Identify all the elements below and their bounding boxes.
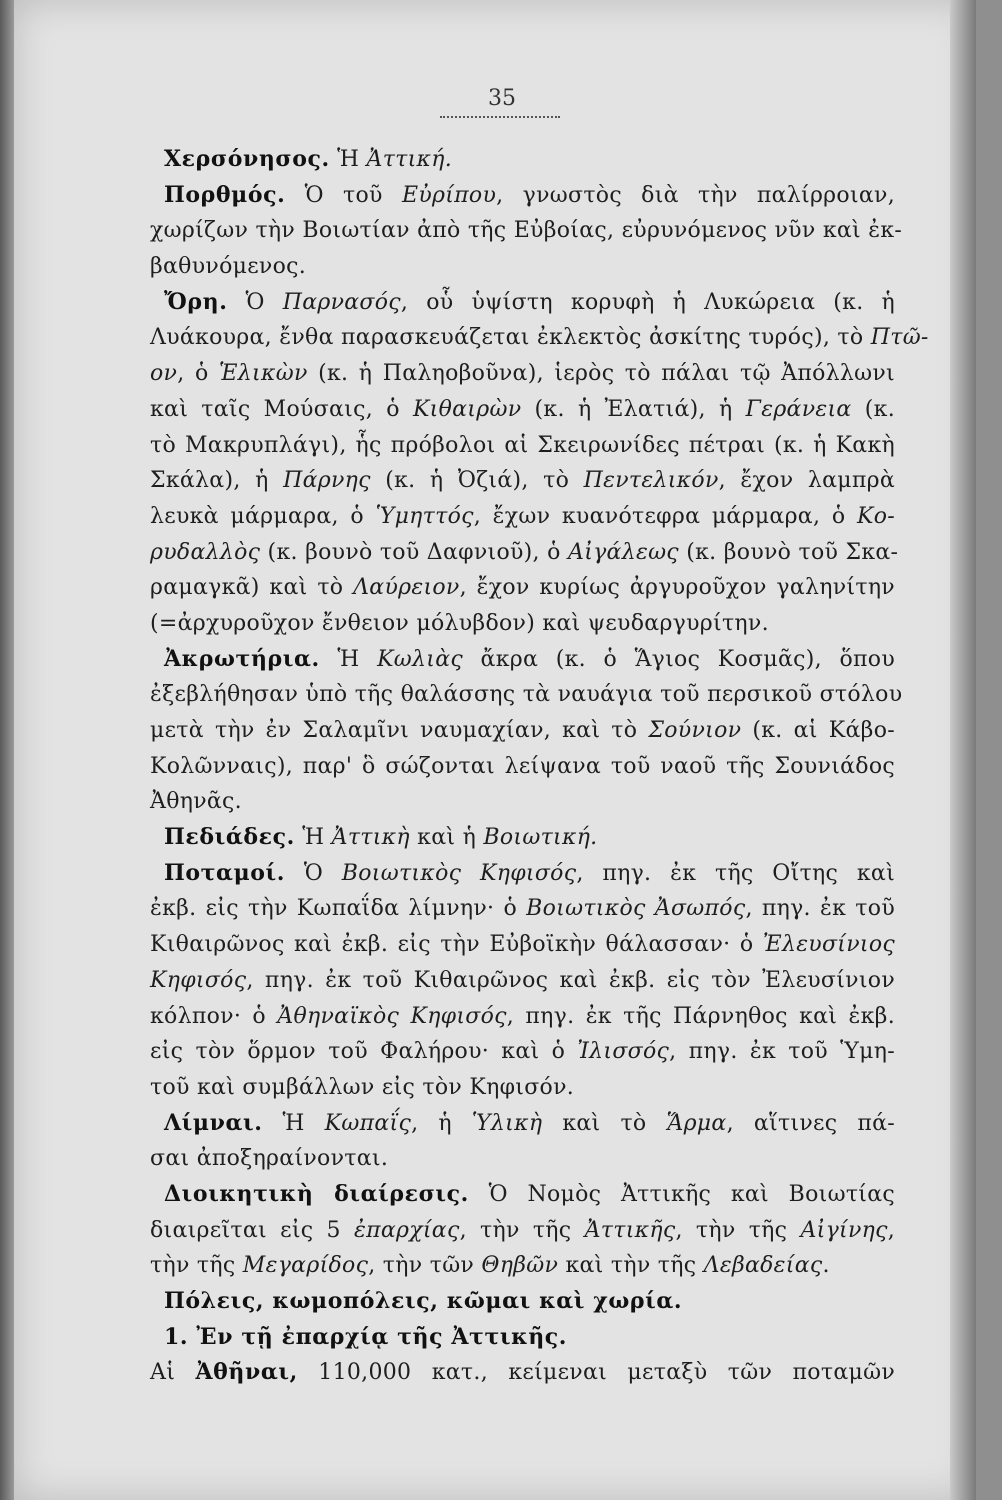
text-line: [150, 1284, 895, 1320]
text-segment: Κιθαιρῶνος καὶ ἐκβ. εἰς τὴν Εὐβοϊκὴν θάλασσαν· ὁ: [150, 932, 763, 958]
text-segment: , ὁ: [177, 361, 219, 387]
text-segment: Ὁ τοῦ: [285, 182, 402, 208]
text-segment: ἐκβ. εἰς τὴν Κωπαΐδα λίμνην· ὁ: [150, 896, 527, 922]
text-segment: , πηγ. ἐκ τῆς Πάρνηθος καὶ ἐκβ.: [506, 1003, 895, 1029]
text-segment: βαθυνόμενος.: [150, 254, 307, 280]
text-segment: , αἵτινες πά-: [726, 1110, 895, 1136]
text-segment: , πηγ. ἐκ τῆς Οἴτης καὶ: [576, 860, 896, 886]
section-heading: Ἀκρωτήρια.: [164, 645, 320, 672]
section-heading: Ποταμοί.: [164, 859, 286, 886]
text-line: [150, 1355, 895, 1391]
text-line: [150, 463, 895, 499]
text-segment: ,: [887, 1217, 896, 1243]
text-segment: Ἑλικὼν: [219, 361, 308, 387]
text-segment: χωρίζων τὴν Βοιωτίαν ἀπὸ τῆς Εὐβοίας, εὐρυνόμενος νῦν καὶ ἐκ-: [150, 218, 903, 244]
section-heading: Πορθμός.: [164, 181, 286, 208]
text-segment: ραμαγκᾶ) καὶ τὸ: [150, 575, 354, 601]
text-line: [150, 642, 895, 678]
text-segment: Πάρνης: [283, 468, 371, 494]
section-heading: 1. Ἐν τῇ ἐπαρχίᾳ τῆς Ἀττικῆς.: [164, 1323, 568, 1350]
text-segment: (κ. ἡ Ἐλατιά), ἡ: [521, 396, 746, 422]
section-heading: Πεδιάδες.: [164, 824, 295, 851]
text-segment: (κ. ἡ Ὀζιά), τὸ: [370, 468, 584, 494]
text-segment: Κο-: [856, 503, 895, 529]
text-line: [150, 320, 929, 356]
section-heading: Ὄρη.: [164, 288, 228, 315]
text-segment: Βοιωτική.: [483, 825, 598, 851]
text-segment: Πτῶ-: [870, 325, 929, 351]
page-number-ornament: [440, 116, 560, 118]
text-segment: , πηγ. ἐκ τοῦ Κιθαιρῶνος καὶ ἐκβ. εἰς τὸν Ἐλευσίνιον: [246, 967, 895, 993]
text-segment: Παρνασός: [282, 289, 401, 315]
text-segment: καὶ τὸ: [542, 1110, 667, 1136]
page-edge-shadow: [950, 0, 976, 1500]
text-segment: (=ἀρχυροῦχον ἔνθειον μόλυβδον) καὶ ψευδαργυρίτην.: [150, 610, 769, 636]
section-heading: Διοικητικὴ διαίρεσις.: [164, 1180, 469, 1207]
text-line: [150, 891, 895, 927]
text-line: [150, 1034, 895, 1070]
text-segment: Ἀττική.: [366, 147, 453, 172]
text-line: [150, 428, 895, 464]
text-segment: Ὁ Νομὸς Ἀττικῆς καὶ Βοιωτίας: [468, 1181, 895, 1207]
text-line: [150, 963, 895, 999]
text-segment: Κωλιὰς: [377, 646, 463, 672]
text-line: [150, 249, 895, 285]
text-segment: , πηγ. ἐκ τοῦ: [745, 896, 895, 922]
text-segment: Ἀττικὴ: [331, 825, 410, 851]
text-segment: , ἔχον κυρίως ἀργυροῦχον γαληνίτην: [459, 575, 895, 601]
text-line: [150, 142, 895, 178]
text-line: [150, 1106, 895, 1142]
text-segment: , οὗ ὑψίστη κορυφὴ ἡ Λυκώρεια (κ. ἡ: [400, 289, 895, 315]
text-segment: Σκάλα), ἡ: [150, 468, 284, 494]
text-segment: , ἔχον λαμπρὰ: [718, 468, 895, 494]
text-line: [150, 784, 895, 820]
text-segment: (κ. βουνὸ τοῦ Σκα-: [678, 539, 899, 565]
text-line: [150, 1248, 895, 1284]
text-segment: Κιθαιρὼν: [412, 396, 522, 422]
text-segment: Κολῶνναις), παρ' ὃ σώζονται λείψανα τοῦ ναοῦ τῆς Σουνιάδος: [150, 753, 895, 779]
text-line: [150, 535, 899, 571]
text-line: [150, 1213, 895, 1249]
text-segment: Ἀθηνᾶς.: [150, 789, 242, 815]
text-segment: Εὐρίπου: [401, 182, 497, 208]
text-line: [150, 499, 895, 535]
text-segment: Λυάκουρα, ἔνθα παρασκευάζεται ἐκλεκτὸς ἀσκίτης τυρός), τὸ: [150, 325, 871, 351]
text-segment: , τὴν τῆς: [675, 1217, 801, 1243]
text-segment: , τὴν τῶν: [368, 1253, 482, 1279]
page-number: 35: [488, 86, 516, 111]
text-line: [150, 356, 895, 392]
text-line: [150, 392, 895, 428]
text-line: [150, 570, 895, 606]
text-segment: Πεντελικόν: [583, 468, 719, 494]
text-segment: ρυδαλλὸς: [150, 539, 261, 565]
text-segment: Βοιωτικὸς Κηφισός: [341, 860, 577, 886]
text-segment: 110,000 κατ., κείμεναι μεταξὺ τῶν ποταμῶν: [297, 1360, 895, 1386]
text-segment: Ἀθηναϊκὸς Κηφισός: [277, 1003, 507, 1029]
text-segment: Ἡ: [262, 1110, 325, 1136]
text-segment: (κ. ἡ Παληοβοῦνα), ἱερὸς τὸ πάλαι τῷ Ἀπόλλωνι: [307, 361, 895, 387]
text-segment: Ἡ: [329, 147, 367, 172]
body-text: [150, 142, 929, 1391]
text-segment: .: [822, 1253, 830, 1279]
text-segment: σαι ἀποξηραίνονται.: [150, 1146, 389, 1172]
text-segment: Ἡ: [294, 825, 332, 851]
text-line: [150, 1177, 895, 1213]
text-segment: ον: [150, 361, 178, 387]
text-segment: Ἰλισσός: [577, 1039, 670, 1065]
text-segment: Θηβῶν: [481, 1253, 559, 1279]
section-heading: Ἀθῆναι,: [195, 1359, 298, 1386]
text-line: [150, 749, 895, 785]
text-segment: ἄκρα (κ. ὁ Ἅγιος Κοσμᾶς), ὅπου: [463, 646, 896, 672]
text-segment: κόλπον· ὁ: [150, 1003, 278, 1029]
text-line: [150, 1070, 895, 1106]
text-segment: ἐπαρχίας: [354, 1217, 460, 1243]
text-segment: Κωπαΐς: [324, 1110, 412, 1136]
text-line: [150, 1141, 895, 1177]
book-spine: [0, 0, 14, 1500]
text-segment: καὶ τὴν τῆς: [558, 1253, 704, 1279]
text-segment: (κ.: [851, 396, 895, 422]
section-heading: Πόλεις, κωμοπόλεις, κῶμαι καὶ χωρία.: [164, 1288, 683, 1314]
text-segment: καὶ ταῖς Μούσαις, ὁ: [150, 396, 413, 422]
text-segment: Γεράνεια: [745, 396, 852, 422]
text-segment: Ὑλικὴ: [471, 1110, 543, 1136]
section-heading: Χερσόνησος.: [164, 146, 330, 172]
text-segment: Αἰγίνης: [800, 1217, 888, 1243]
text-segment: Ὑμηττός: [375, 503, 474, 529]
section-heading: Λίμναι.: [164, 1109, 263, 1136]
text-segment: Κηφισός: [150, 967, 247, 993]
text-segment: Ἐλευσίνιος: [762, 932, 895, 958]
text-segment: , ἡ: [411, 1110, 472, 1136]
text-line: [150, 713, 895, 749]
text-line: [150, 927, 895, 963]
text-segment: Ὁ: [227, 289, 283, 315]
text-segment: τοῦ καὶ συμβάλλων εἰς τὸν Κηφισόν.: [150, 1074, 575, 1100]
text-line: [150, 178, 895, 214]
text-segment: Αἱ: [150, 1360, 196, 1386]
text-segment: (κ. αἱ Κάβο-: [741, 718, 895, 743]
text-line: [150, 1320, 895, 1356]
text-line: [150, 606, 895, 642]
text-segment: Βοιωτικὸς Ἀσωπός: [526, 896, 746, 922]
text-line: [150, 285, 895, 321]
text-segment: Ἅρμα: [666, 1110, 727, 1136]
text-segment: τὸ Μακρυπλάγι), ἧς πρόβολοι αἱ Σκειρωνίδες πέτραι (κ. ἡ Κακὴ: [150, 432, 895, 458]
text-line: [150, 677, 903, 713]
text-segment: μετὰ τὴν ἐν Σαλαμῖνι ναυμαχίαν, καὶ τὸ: [150, 718, 649, 743]
text-segment: Ἀττικῆς: [584, 1217, 676, 1243]
text-segment: , πηγ. ἐκ τοῦ Ὑμη-: [669, 1039, 895, 1065]
text-line: [150, 820, 895, 856]
text-segment: καὶ ἡ: [409, 825, 484, 851]
text-segment: Λεβαδείας: [703, 1253, 823, 1279]
text-segment: ἐξεβλήθησαν ὑπὸ τῆς θαλάσσης τὰ ναυάγια τοῦ περσικοῦ στόλου: [150, 682, 903, 708]
text-line: [150, 999, 895, 1035]
text-segment: Λαύρειον: [353, 575, 460, 601]
text-segment: , ἔχων κυανότεφρα μάρμαρα, ὁ: [473, 503, 857, 529]
text-segment: λευκὰ μάρμαρα, ὁ: [150, 503, 376, 529]
text-line: [150, 213, 903, 249]
text-segment: , τὴν τῆς: [459, 1217, 585, 1243]
text-segment: εἰς τὸν ὅρμον τοῦ Φαλήρου· καὶ ὁ: [150, 1039, 578, 1065]
text-segment: διαιρεῖται εἰς 5: [150, 1217, 354, 1243]
text-segment: Ὁ: [285, 860, 342, 886]
text-segment: τὴν τῆς: [150, 1253, 243, 1279]
text-segment: Αἰγάλεως: [568, 539, 679, 565]
text-segment: Ἡ: [319, 646, 378, 672]
text-segment: Μεγαρίδος: [242, 1253, 369, 1279]
text-segment: (κ. βουνὸ τοῦ Δαφνιοῦ), ὁ: [260, 539, 568, 565]
text-line: [150, 856, 895, 892]
text-segment: Σούνιον: [648, 718, 742, 743]
text-segment: , γνωστὸς διὰ τὴν παλίρροιαν,: [496, 182, 896, 208]
